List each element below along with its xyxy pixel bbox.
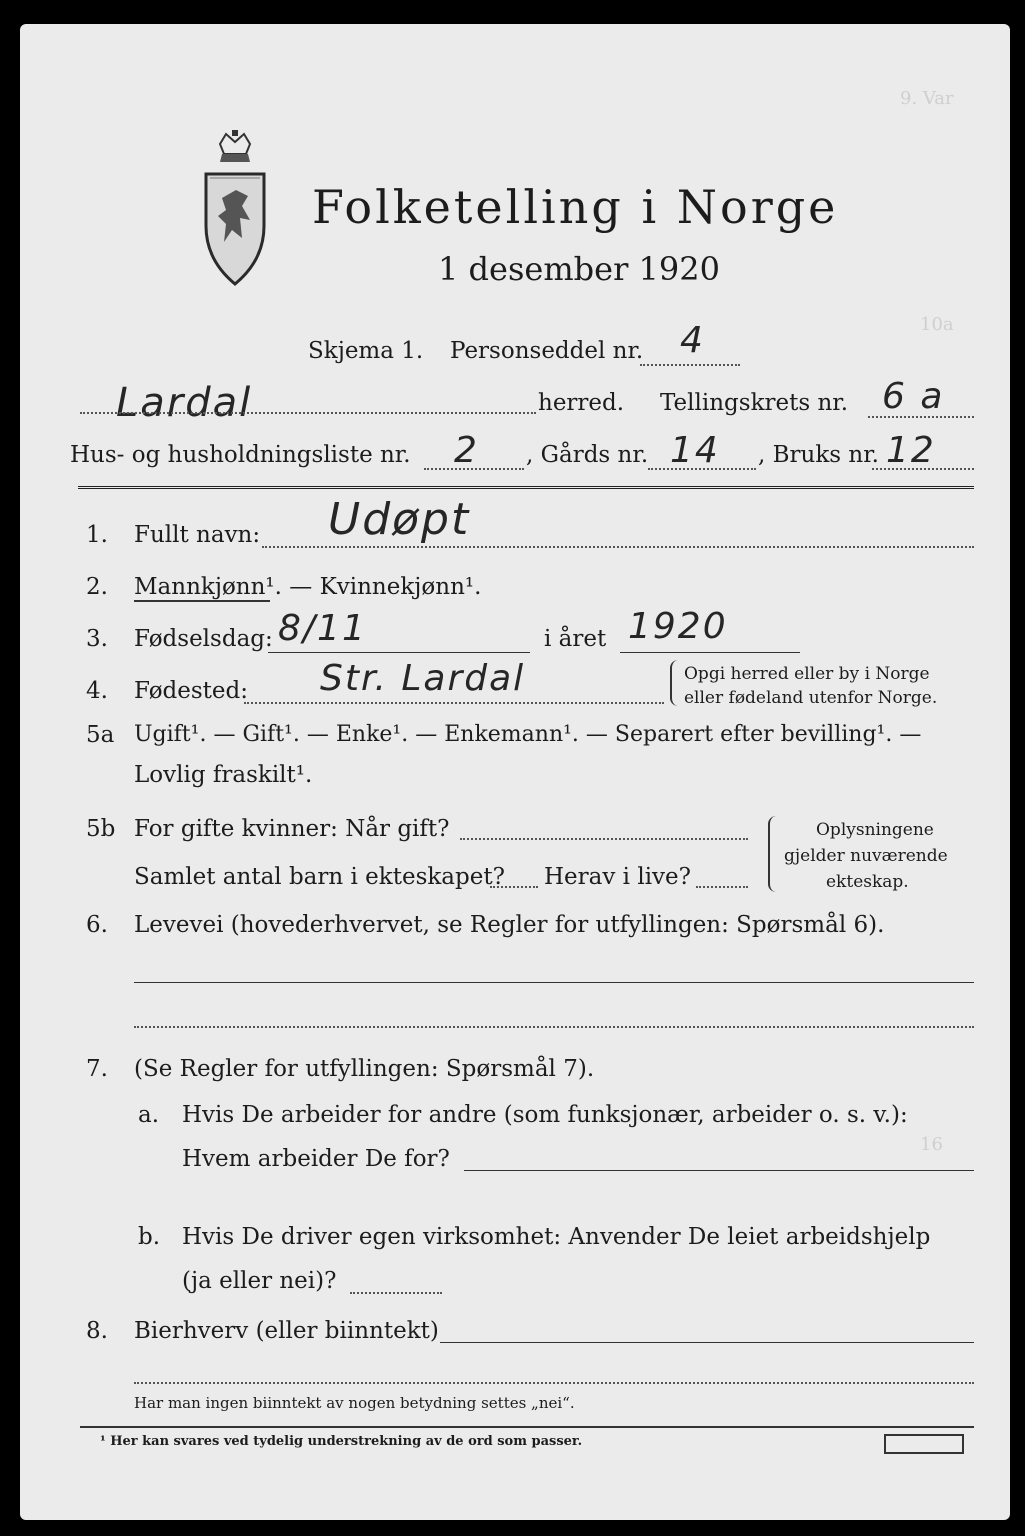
q6-number: 6. bbox=[86, 912, 108, 938]
children-label: Samlet antal barn i ekteskapet? bbox=[134, 864, 505, 890]
hired-help-field[interactable] bbox=[350, 1292, 442, 1294]
q7a-line1: Hvis De arbeider for andre (som funksjonær, arbeider o. s. v.): bbox=[182, 1102, 908, 1128]
side-income-field-2[interactable] bbox=[134, 1382, 974, 1384]
q5a-number: 5a bbox=[86, 722, 115, 748]
q4-label: Fødested: bbox=[134, 678, 249, 704]
show-through-text: 16 bbox=[920, 1134, 943, 1155]
mannkjonn-underline bbox=[134, 600, 270, 602]
birthplace-note-line1: Opgi herred eller by i Norge bbox=[684, 664, 930, 684]
footnote: ¹ Her kan svares ved tydelig understrekning av de ord som passer. bbox=[100, 1434, 583, 1449]
herred-label: herred. bbox=[538, 390, 625, 416]
side-income-field[interactable] bbox=[440, 1342, 974, 1343]
q2-number: 2. bbox=[86, 574, 108, 600]
q5b-number: 5b bbox=[86, 816, 116, 842]
personseddel-value[interactable]: 4 bbox=[680, 320, 705, 361]
census-form-sheet bbox=[20, 24, 1010, 1520]
occupation-line-2[interactable] bbox=[134, 1026, 974, 1028]
herred-value[interactable]: Lardal bbox=[116, 380, 253, 426]
birth-year-label: i året bbox=[544, 626, 607, 652]
q1-number: 1. bbox=[86, 522, 108, 548]
alive-label: Herav i live? bbox=[544, 864, 691, 890]
bruks-label: , Bruks nr. bbox=[758, 442, 879, 468]
q7b-line1: Hvis De driver egen virksomhet: Anvender De leiet arbeidshjelp bbox=[182, 1224, 931, 1250]
occupation-line-1[interactable] bbox=[134, 982, 974, 983]
q7a-line2: Hvem arbeider De for? bbox=[182, 1146, 450, 1172]
marriage-note-line1: Oplysningene bbox=[816, 820, 934, 840]
q4-number: 4. bbox=[86, 678, 108, 704]
q7a-letter: a. bbox=[138, 1102, 160, 1128]
show-through-text: 10a bbox=[920, 314, 954, 335]
side-income-note: Har man ingen biinntekt av nogen betydning settes „nei“. bbox=[134, 1394, 575, 1412]
marriage-note-line3: ekteskap. bbox=[826, 872, 909, 892]
birthplace-value[interactable]: Str. Lardal bbox=[320, 658, 526, 699]
q3-label: Fødselsdag: bbox=[134, 626, 273, 652]
header-divider bbox=[78, 486, 974, 489]
gender-options: Mannkjønn¹. — Kvinnekjønn¹. bbox=[134, 574, 482, 600]
footer-divider bbox=[80, 1426, 974, 1428]
birth-date-value[interactable]: 8/11 bbox=[278, 608, 367, 649]
gards-value[interactable]: 14 bbox=[670, 430, 720, 471]
q5b-label: For gifte kvinner: Når gift? bbox=[134, 816, 450, 842]
birth-year-value[interactable]: 1920 bbox=[628, 606, 728, 647]
full-name-value[interactable]: Udøpt bbox=[328, 494, 471, 545]
marriage-note-line2: gjelder nuværende bbox=[784, 846, 948, 866]
employer-field[interactable] bbox=[464, 1170, 974, 1171]
gards-label: , Gårds nr. bbox=[526, 442, 649, 468]
q7-number: 7. bbox=[86, 1056, 108, 1082]
marital-status-options-2: Lovlig fraskilt¹. bbox=[134, 762, 313, 788]
schema-label: Skjema 1. bbox=[308, 338, 424, 364]
tellingskrets-label: Tellingskrets nr. bbox=[660, 390, 849, 416]
q1-label: Fullt navn: bbox=[134, 522, 261, 548]
show-through-text: 9. Var bbox=[900, 88, 954, 109]
q7b-line2: (ja eller nei)? bbox=[182, 1268, 337, 1294]
q7-label: (Se Regler for utfyllingen: Spørsmål 7). bbox=[134, 1056, 595, 1082]
occupation-label: Levevei (hovederhvervet, se Regler for utfyllingen: Spørsmål 6). bbox=[134, 912, 885, 938]
q8-number: 8. bbox=[86, 1318, 108, 1344]
birthplace-note-line2: eller fødeland utenfor Norge. bbox=[684, 688, 938, 708]
coat-of-arms-icon bbox=[192, 130, 278, 290]
personseddel-label: Personseddel nr. bbox=[450, 338, 644, 364]
q3-number: 3. bbox=[86, 626, 108, 652]
household-list-label: Hus- og husholdningsliste nr. bbox=[70, 442, 411, 468]
printer-stamp bbox=[884, 1434, 964, 1454]
side-income-label: Bierhverv (eller biinntekt) bbox=[134, 1318, 439, 1344]
page-title: Folketelling i Norge bbox=[312, 180, 839, 234]
census-date: 1 desember 1920 bbox=[438, 250, 720, 288]
bruks-value[interactable]: 12 bbox=[886, 430, 936, 471]
household-list-value[interactable]: 2 bbox=[454, 430, 479, 471]
marital-status-options: Ugift¹. — Gift¹. — Enke¹. — Enkemann¹. — Separert efter bevilling¹. — bbox=[134, 722, 922, 747]
tellingskrets-value[interactable]: 6 a bbox=[882, 376, 945, 417]
q7b-letter: b. bbox=[138, 1224, 161, 1250]
